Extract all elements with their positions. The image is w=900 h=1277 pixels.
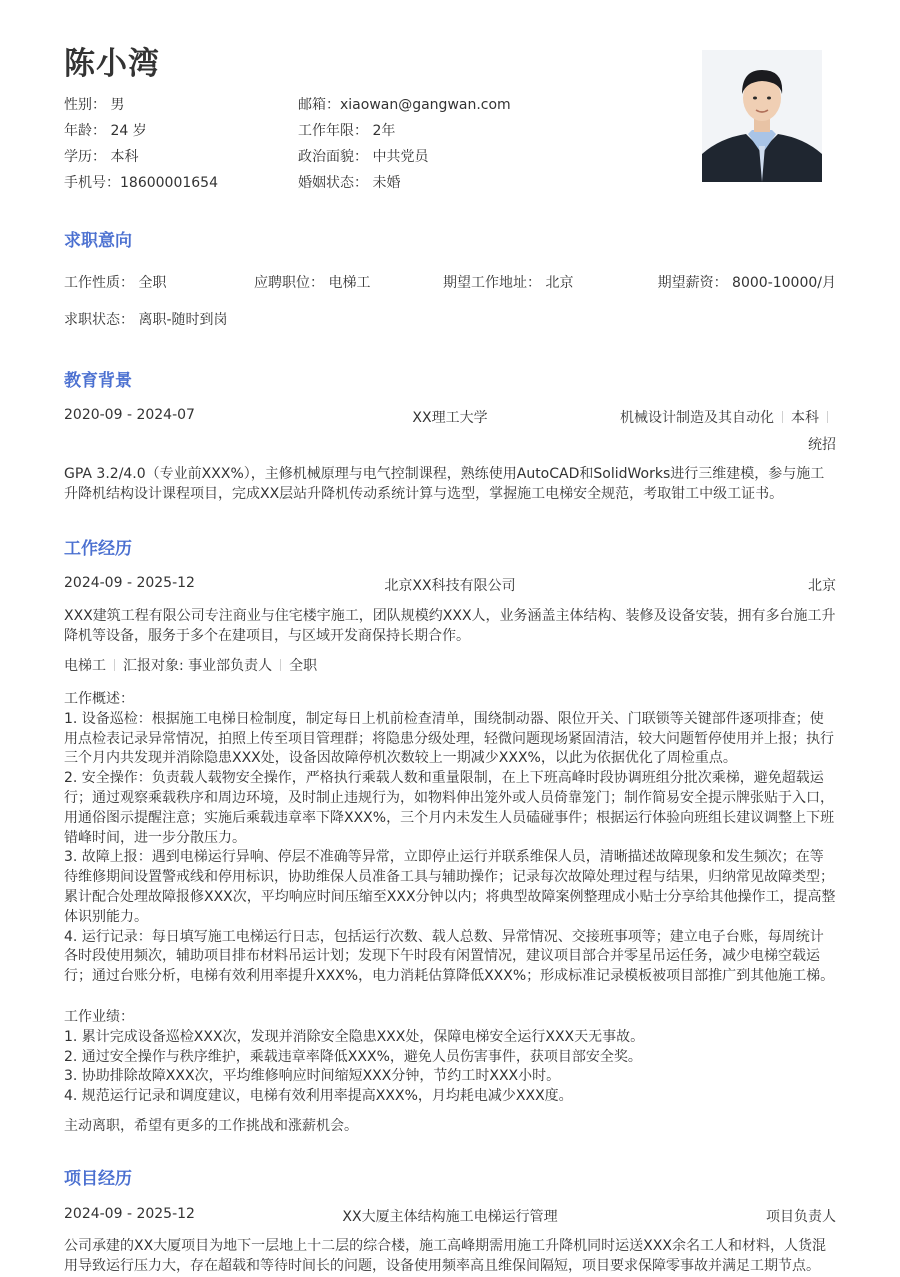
project-name: XX大厦主体结构施工电梯运行管理 xyxy=(342,1209,558,1225)
project-description: 公司承建的XX大厦项目为地下一层地上十二层的综合楼，施工高峰期需用施工升降机同时运送XXX余名工人和材料，人货混用导致运行压力大，存在超载和等待时间长的问题，设备使用频率高且维保间隔短，项目要求保障零事故并满足工期节点。 xyxy=(64,1238,826,1274)
marital-status: 婚姻状态： 未婚 xyxy=(298,175,401,191)
intent-position: 应聘职位： 电梯工 xyxy=(254,275,371,291)
work-tag: 全职 xyxy=(289,658,318,674)
education-major-degree xyxy=(620,407,836,427)
work-years: 工作年限： 2年 xyxy=(298,123,396,139)
intent-type: 工作性质： 全职 xyxy=(64,275,167,291)
project-period: 2024-09 - 2025-12 xyxy=(64,1206,195,1222)
work-tag: 电梯工 xyxy=(64,658,106,674)
gender: 性别： 男 xyxy=(64,97,125,113)
info-row xyxy=(64,120,664,146)
info-row xyxy=(64,172,664,198)
achievement-item: 3. 协助排除故障XXX次，平均维修响应时间缩短XXX分钟，节约工时XXX小时。 xyxy=(64,1068,561,1085)
education-period: 2020-09 - 2024-07 xyxy=(64,407,195,423)
achievement-item: 4. 规范运行记录和调度建议，电梯有效利用率提高XXX%，月均耗电减少XXX度。 xyxy=(64,1088,573,1105)
info-row xyxy=(64,94,664,120)
work-achievements xyxy=(64,1008,836,1107)
info-row xyxy=(64,146,664,172)
education-level: 学历： 本科 xyxy=(64,149,139,165)
education-description: GPA 3.2/4.0（专业前XXX%），主修机械原理与电气控制课程，熟练使用AutoCAD和SolidWorks进行三维建模，参与施工升降机结构设计课程项目，完成XX层站升降机传动系统计算与选型，掌握施工电梯安全规范，考取钳工中级工证书。 xyxy=(64,466,825,502)
work-city: 北京 xyxy=(808,578,836,594)
overview-item: 3. 故障上报：遇到电梯运行异响、停层不准确等异常，立即停止运行并联系维保人员，清晰描述故障现象和发生频次；在等待维修期间设置警戒线和停用标识，协助维保人员准备工具与辅助操作；记录每次故障处理过程与结果，归纳常见故障类型；累计配合处理故障报修XXX次，平均响应时间压缩至XXX分钟以内；将典型故障案例整理成小贴士分享给其他操作工，提高整体识别能力。 xyxy=(64,849,836,925)
section-title-intent: 求职意向 xyxy=(64,231,132,251)
avatar-portrait xyxy=(702,50,822,182)
intent-salary: 期望薪资： 8000-10000/月 xyxy=(657,275,836,291)
achievement-item: 2. 通过安全操作与秩序维护，乘载违章率降低XXX%，避免人员伤害事件，获项目部安全奖。 xyxy=(64,1048,642,1065)
section-title-education: 教育背景 xyxy=(64,371,132,391)
education-school: XX理工大学 xyxy=(412,410,488,426)
overview-item: 4. 运行记录：每日填写施工电梯运行日志，包括运行次数、载人总数、异常情况、交接班事项等；建立电子台账，每周统计各时段使用频次，辅助项目排布材料吊运计划；发现下午时段有闲置情况，建议项目部合并零星吊运任务，减少电梯空载运行；通过台账分析，电梯有效利用率提升XXX%，电力消耗估算降低XXX%；形成标准记录模板被项目部推广到其他施工梯。 xyxy=(64,928,835,985)
work-overview xyxy=(64,690,836,987)
overview-label: 工作概述： xyxy=(64,691,134,707)
profile-photo xyxy=(702,50,822,182)
work-header xyxy=(64,575,836,595)
education-degree: 本科 xyxy=(791,410,819,426)
personal-info xyxy=(64,94,664,198)
intent-location: 期望工作地址： 北京 xyxy=(443,275,574,291)
project-role: 项目负责人 xyxy=(766,1209,836,1225)
education-major: 机械设计制造及其自动化 xyxy=(620,410,774,426)
work-tag: 汇报对象: 事业部负责人 xyxy=(123,658,273,674)
education-mode: 统招 xyxy=(808,437,836,453)
divider xyxy=(114,659,115,671)
email: 邮箱：xiaowan@gangwan.com xyxy=(298,97,511,113)
work-tags xyxy=(64,655,317,675)
achievements-label: 工作业绩： xyxy=(64,1009,134,1025)
divider xyxy=(782,411,783,423)
overview-item: 2. 安全操作：负责载人载物安全操作，严格执行乘载人数和重量限制，在上下班高峰时段协调班组分批次乘梯，避免超载运行；通过观察乘载秩序和周边环境，及时制止违规行为，如物料伸出笼外或人员倚靠笼门；制作简易安全提示牌张贴于入口，用通俗图示提醒注意；实施后乘载违章率下降XXX%，三个月内未发生人员磕碰事件；根据运行体验向班组长建议调整上下班错峰时间，进一步分散压力。 xyxy=(64,770,835,846)
project-header xyxy=(64,1206,836,1226)
education-header xyxy=(64,407,836,427)
leave-reason: 主动离职，希望有更多的工作挑战和涨薪机会。 xyxy=(64,1118,358,1134)
overview-item: 1. 设备巡检：根据施工电梯日检制度，制定每日上机前检查清单，围绕制动器、限位开关、门联锁等关键部件逐项排查；使用点检表记录异常情况，拍照上传至项目管理群；将隐患分级处理，轻微问题现场紧固清洁，较大问题暂停使用并上报；执行三个月内共发现并消除隐患XXX处，设备因故障停机次数较上一期减少XXX%，以此为依据优化了周检重点。 xyxy=(64,710,834,767)
political-status: 政治面貌： 中共党员 xyxy=(298,149,429,165)
work-company: 北京XX科技有限公司 xyxy=(384,578,516,594)
divider xyxy=(280,659,281,671)
section-title-work: 工作经历 xyxy=(64,539,132,559)
intent-status: 求职状态： 离职-随时到岗 xyxy=(64,312,228,328)
work-period: 2024-09 - 2025-12 xyxy=(64,575,195,591)
candidate-name: 陈小湾 xyxy=(64,46,160,82)
achievement-item: 1. 累计完成设备巡检XXX次，发现并消除安全隐患XXX处，保障电梯安全运行XXX天无事故。 xyxy=(64,1028,645,1045)
divider xyxy=(827,411,828,423)
section-title-project: 项目经历 xyxy=(64,1169,132,1189)
age: 年龄： 24 岁 xyxy=(64,123,147,139)
company-description: XXX建筑工程有限公司专注商业与住宅楼宇施工，团队规模约XXX人，业务涵盖主体结构、装修及设备安装，拥有多台施工升降机等设备，服务于多个在建项目，与区域开发商保持长期合作。 xyxy=(64,608,836,644)
phone: 手机号：18600001654 xyxy=(64,175,218,191)
